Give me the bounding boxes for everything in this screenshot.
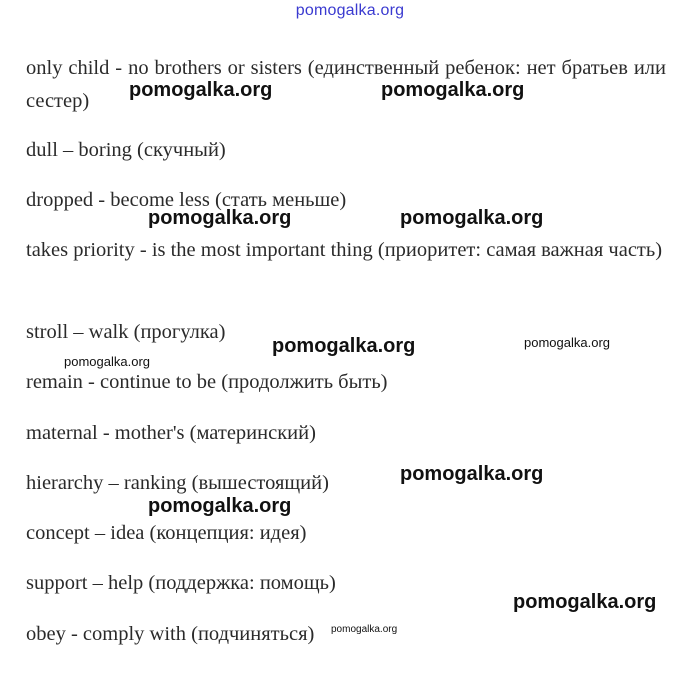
watermark: pomogalka.org: [148, 495, 292, 517]
watermark: pomogalka.org: [272, 335, 416, 357]
watermark: pomogalka.org: [400, 207, 544, 229]
vocab-entry-only-child: only child - no brothers or sisters (единственный ребенок: нет братьев или сестер): [26, 57, 666, 112]
vocab-entry-remain: remain - continue to be (продолжить быть): [26, 371, 388, 393]
vocab-entry-concept: concept – idea (концепция: идея): [26, 522, 307, 544]
watermark: pomogalka.org: [400, 463, 544, 485]
watermark: pomogalka.org: [148, 207, 292, 229]
watermark: pomogalka.org: [64, 354, 150, 369]
watermark: pomogalka.org: [524, 335, 610, 350]
watermark: pomogalka.org: [129, 79, 273, 101]
watermark: pomogalka.org: [331, 624, 398, 635]
vocab-entry-maternal: maternal - mother's (материнский): [26, 422, 316, 444]
vocab-entry-hierarchy: hierarchy – ranking (вышестоящий): [26, 472, 329, 494]
vocab-entry-support: support – help (поддержка: помощь): [26, 572, 336, 594]
vocab-entry-obey: obey - comply with (подчиняться): [26, 623, 315, 645]
vocab-entry-stroll: stroll – walk (прогулка): [26, 321, 226, 343]
vocab-entry-dropped: dropped - become less (стать меньше): [26, 189, 347, 211]
vocab-entry-takes-priority: takes priority - is the most important thing (приоритет: самая важная часть): [26, 239, 663, 261]
vocab-entry-dull: dull – boring (скучный): [26, 139, 226, 161]
watermark: pomogalka.org: [513, 591, 657, 613]
watermark: pomogalka.org: [381, 79, 525, 101]
header-watermark: pomogalka.org: [295, 2, 405, 19]
